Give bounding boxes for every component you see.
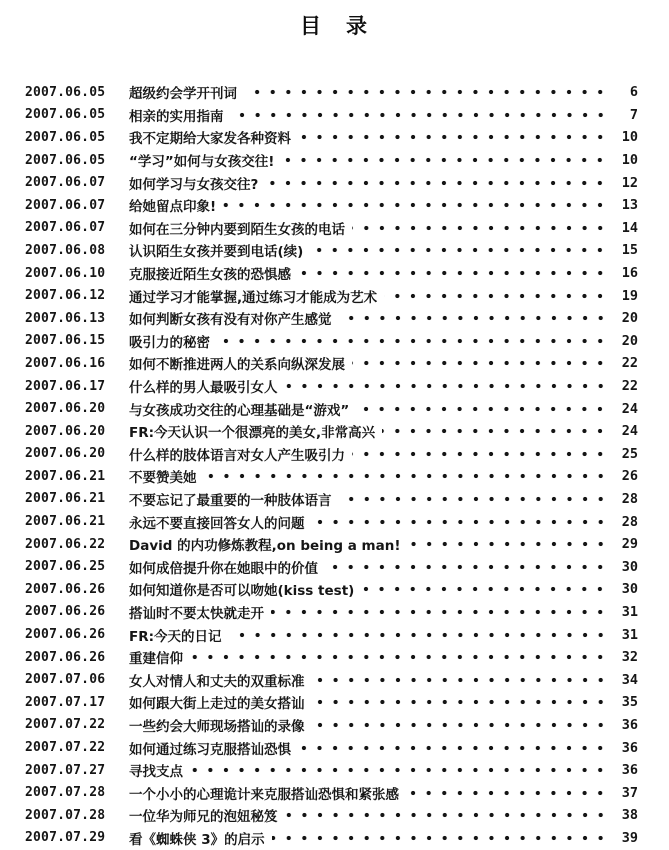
toc-entry-date: 2007.06.10 — [25, 265, 106, 281]
dot-leader — [204, 470, 609, 482]
toc-entry-title: 看《蜘蛛侠 3》的启示 — [129, 831, 265, 848]
toc-entry-page: 38 — [621, 807, 638, 824]
toc-entry-page: 24 — [621, 423, 638, 440]
toc-entry-title: 不要忘记了最重要的一种肢体语言 — [129, 492, 332, 509]
toc-entry — [25, 420, 638, 443]
toc-entry-date: 2007.07.27 — [25, 762, 106, 778]
toc-entry-title: 如何判断女孩有没有对你产生感觉 — [129, 312, 332, 329]
toc-entry — [25, 578, 638, 601]
dot-leader — [298, 131, 608, 143]
page-title: 目 录 — [300, 14, 369, 38]
toc-entry-title: 女人对情人和丈夫的双重标准 — [129, 673, 305, 690]
toc-entry — [25, 352, 638, 375]
toc-entry-page: 20 — [621, 310, 638, 327]
toc-entry — [25, 284, 638, 307]
toc-entry-date: 2007.06.21 — [25, 491, 106, 507]
toc-entry-page: 7 — [629, 106, 638, 123]
toc-entry — [25, 194, 638, 217]
dot-leader — [298, 267, 608, 279]
toc-entry-date: 2007.06.16 — [25, 355, 106, 371]
toc-entry-date: 2007.06.22 — [25, 536, 106, 552]
dot-leader — [281, 154, 608, 166]
toc-entry-title: 搭讪时不要太快就走开 — [129, 605, 264, 622]
toc-entry — [25, 714, 638, 737]
toc-entry-page: 28 — [621, 513, 638, 530]
toc-entry-title: 通过学习才能掌握,通过练习才能成为艺术 — [129, 289, 378, 306]
toc-entry-page: 36 — [621, 716, 638, 733]
toc-entry-date: 2007.07.17 — [25, 694, 106, 710]
toc-entry-date: 2007.06.05 — [25, 107, 106, 123]
toc-entry-title: 我不定期给大家发各种资料 — [129, 131, 291, 148]
toc-entry-date: 2007.07.06 — [25, 672, 106, 688]
toc-entry — [25, 307, 638, 330]
dot-leader — [265, 177, 608, 189]
toc-entry — [25, 736, 638, 759]
dot-leader — [325, 561, 608, 573]
dot-leader — [406, 787, 608, 799]
toc-entry-page: 24 — [621, 400, 638, 417]
toc-entry-date: 2007.06.20 — [25, 401, 106, 417]
toc-entry-page: 22 — [621, 355, 638, 372]
toc-entry-page: 30 — [621, 581, 638, 598]
toc-entry — [25, 126, 638, 149]
dot-leader — [352, 448, 608, 460]
toc-entry-page: 29 — [621, 536, 638, 553]
toc-entry — [25, 217, 638, 240]
toc-entry-page: 39 — [621, 829, 638, 846]
toc-entry-page: 20 — [621, 332, 638, 349]
dot-leader — [312, 516, 609, 528]
toc-list — [25, 81, 638, 849]
toc-entry-page: 10 — [621, 129, 638, 146]
toc-entry-date: 2007.07.22 — [25, 740, 106, 756]
toc-entry-date: 2007.06.21 — [25, 514, 106, 530]
toc-entry-date: 2007.06.26 — [25, 581, 106, 597]
toc-entry-title: 如何跟大街上走过的美女搭讪 — [129, 696, 305, 713]
toc-entry-title: 与女孩成功交往的心理基础是“游戏” — [129, 402, 350, 419]
toc-entry — [25, 533, 638, 556]
dot-leader — [231, 109, 609, 121]
toc-entry-title: 如何知道你是否可以吻她(kiss test) — [129, 583, 355, 600]
toc-entry-page: 31 — [621, 626, 638, 643]
dot-leader — [408, 538, 609, 550]
toc-entry-title: 相亲的实用指南 — [129, 108, 224, 125]
toc-entry-page: 35 — [621, 694, 638, 711]
toc-entry — [25, 804, 638, 827]
toc-entry-page: 26 — [621, 468, 638, 485]
toc-entry-title: 什么样的男人最吸引女人 — [129, 380, 278, 397]
dot-leader — [190, 764, 608, 776]
toc-entry-title: FR:今天的日记 — [129, 628, 222, 645]
toc-entry — [25, 465, 638, 488]
toc-entry — [25, 555, 638, 578]
toc-entry — [25, 443, 638, 466]
toc-entry-page: 28 — [621, 490, 638, 507]
toc-entry-title: 一位华为师兄的泡妞秘笈 — [129, 809, 278, 826]
toc-entry-title: 如何成倍提升你在她眼中的价值 — [129, 560, 318, 577]
dot-leader — [244, 86, 608, 98]
toc-entry-date: 2007.06.20 — [25, 446, 106, 462]
toc-entry-page: 32 — [621, 649, 638, 666]
dot-leader — [272, 832, 608, 844]
dot-leader — [229, 629, 608, 641]
toc-entry-page: 14 — [621, 219, 638, 236]
toc-entry-date: 2007.07.28 — [25, 785, 106, 801]
toc-entry-title: FR:今天认识一个很漂亮的美女,非常高兴 — [129, 425, 376, 442]
toc-entry-page: 34 — [621, 671, 638, 688]
toc-entry-date: 2007.06.25 — [25, 559, 106, 575]
toc-entry-title: 克服接近陌生女孩的恐惧感 — [129, 267, 291, 284]
toc-entry-date: 2007.07.28 — [25, 807, 106, 823]
toc-entry-title: 寻找支点 — [129, 764, 183, 781]
dot-leader — [310, 244, 608, 256]
toc-entry-date: 2007.06.13 — [25, 310, 106, 326]
dot-leader — [339, 493, 609, 505]
dot-leader — [361, 583, 608, 595]
toc-entry-title: 重建信仰 — [129, 651, 183, 668]
toc-entry-title: 一个小小的心理诡计来克服搭讪恐惧和紧张感 — [129, 786, 399, 803]
dot-leader — [312, 674, 609, 686]
dot-leader — [352, 222, 608, 234]
toc-entry — [25, 759, 638, 782]
dot-leader — [339, 312, 609, 324]
toc-entry-page: 19 — [621, 287, 638, 304]
toc-entry-page: 31 — [621, 603, 638, 620]
toc-entry — [25, 827, 638, 850]
toc-entry-page: 16 — [621, 265, 638, 282]
toc-entry-page: 10 — [621, 152, 638, 169]
toc-entry-title: 吸引力的秘密 — [129, 334, 210, 351]
toc-entry — [25, 330, 638, 353]
toc-entry-date: 2007.06.17 — [25, 378, 106, 394]
dot-leader — [190, 651, 608, 663]
toc-entry — [25, 239, 638, 262]
toc-entry-date: 2007.06.26 — [25, 649, 106, 665]
dot-leader — [356, 403, 608, 415]
toc-entry-date: 2007.06.07 — [25, 220, 106, 236]
toc-entry — [25, 623, 638, 646]
toc-entry — [25, 104, 638, 127]
toc-entry-date: 2007.06.08 — [25, 242, 106, 258]
dot-leader — [223, 199, 608, 211]
toc-entry-title: 如何不断推进两人的关系向纵深发展 — [129, 357, 345, 374]
toc-entry-date: 2007.07.22 — [25, 717, 106, 733]
toc-entry-page: 36 — [621, 762, 638, 779]
toc-entry-date: 2007.06.07 — [25, 175, 106, 191]
toc-entry — [25, 397, 638, 420]
toc-entry-title: 认识陌生女孩并要到电话(续) — [129, 244, 304, 261]
toc-entry-page: 15 — [621, 242, 638, 259]
dot-leader — [285, 380, 609, 392]
toc-entry-date: 2007.06.20 — [25, 423, 106, 439]
toc-entry-date: 2007.06.05 — [25, 152, 106, 168]
toc-entry — [25, 601, 638, 624]
dot-leader — [271, 606, 608, 618]
toc-entry — [25, 488, 638, 511]
toc-entry-title: 不要赞美她 — [129, 470, 197, 487]
dot-leader — [312, 719, 609, 731]
toc-entry — [25, 171, 638, 194]
toc-entry-page: 22 — [621, 378, 638, 395]
toc-entry-date: 2007.06.12 — [25, 288, 106, 304]
toc-entry-title: 如何学习与女孩交往? — [129, 176, 259, 193]
toc-entry-page: 13 — [621, 197, 638, 214]
dot-leader — [298, 742, 608, 754]
toc-entry — [25, 262, 638, 285]
dot-leader — [217, 335, 608, 347]
dot-leader — [285, 809, 609, 821]
toc-entry-page: 36 — [621, 739, 638, 756]
toc-entry-title: 如何在三分钟内要到陌生女孩的电话 — [129, 221, 345, 238]
toc-entry-title: 超级约会学开刊词 — [129, 86, 237, 103]
toc-entry-date: 2007.06.26 — [25, 627, 106, 643]
toc-entry-date: 2007.06.26 — [25, 604, 106, 620]
toc-entry-page: 30 — [621, 558, 638, 575]
toc-entry-title: 一些约会大师现场搭讪的录像 — [129, 718, 305, 735]
dot-leader — [382, 425, 608, 437]
toc-entry — [25, 668, 638, 691]
toc-entry-page: 12 — [621, 174, 638, 191]
toc-entry-title: 什么样的肢体语言对女人产生吸引力 — [129, 447, 345, 464]
toc-entry — [25, 781, 638, 804]
toc-entry-date: 2007.06.05 — [25, 84, 106, 100]
toc-entry-page: 25 — [621, 445, 638, 462]
toc-entry-title: “学习”如何与女孩交往! — [129, 154, 275, 171]
toc-entry — [25, 149, 638, 172]
toc-entry-date: 2007.06.07 — [25, 197, 106, 213]
toc-entry-title: David 的内功修炼教程,on being a man! — [129, 538, 401, 555]
toc-entry — [25, 510, 638, 533]
toc-entry-date: 2007.06.15 — [25, 333, 106, 349]
toc-entry — [25, 375, 638, 398]
toc-entry-date: 2007.07.29 — [25, 830, 106, 846]
toc-entry-date: 2007.06.05 — [25, 129, 106, 145]
dot-leader — [352, 357, 608, 369]
dot-leader — [312, 696, 609, 708]
toc-entry-page: 6 — [629, 84, 638, 101]
dot-leader — [384, 290, 608, 302]
toc-entry-title: 永远不要直接回答女人的问题 — [129, 515, 305, 532]
toc-entry — [25, 691, 638, 714]
toc-entry-title: 如何通过练习克服搭讪恐惧 — [129, 741, 291, 758]
toc-entry — [25, 646, 638, 669]
toc-entry-page: 37 — [621, 784, 638, 801]
toc-entry-date: 2007.06.21 — [25, 468, 106, 484]
toc-entry-title: 给她留点印象! — [129, 199, 217, 216]
toc-entry — [25, 81, 638, 104]
